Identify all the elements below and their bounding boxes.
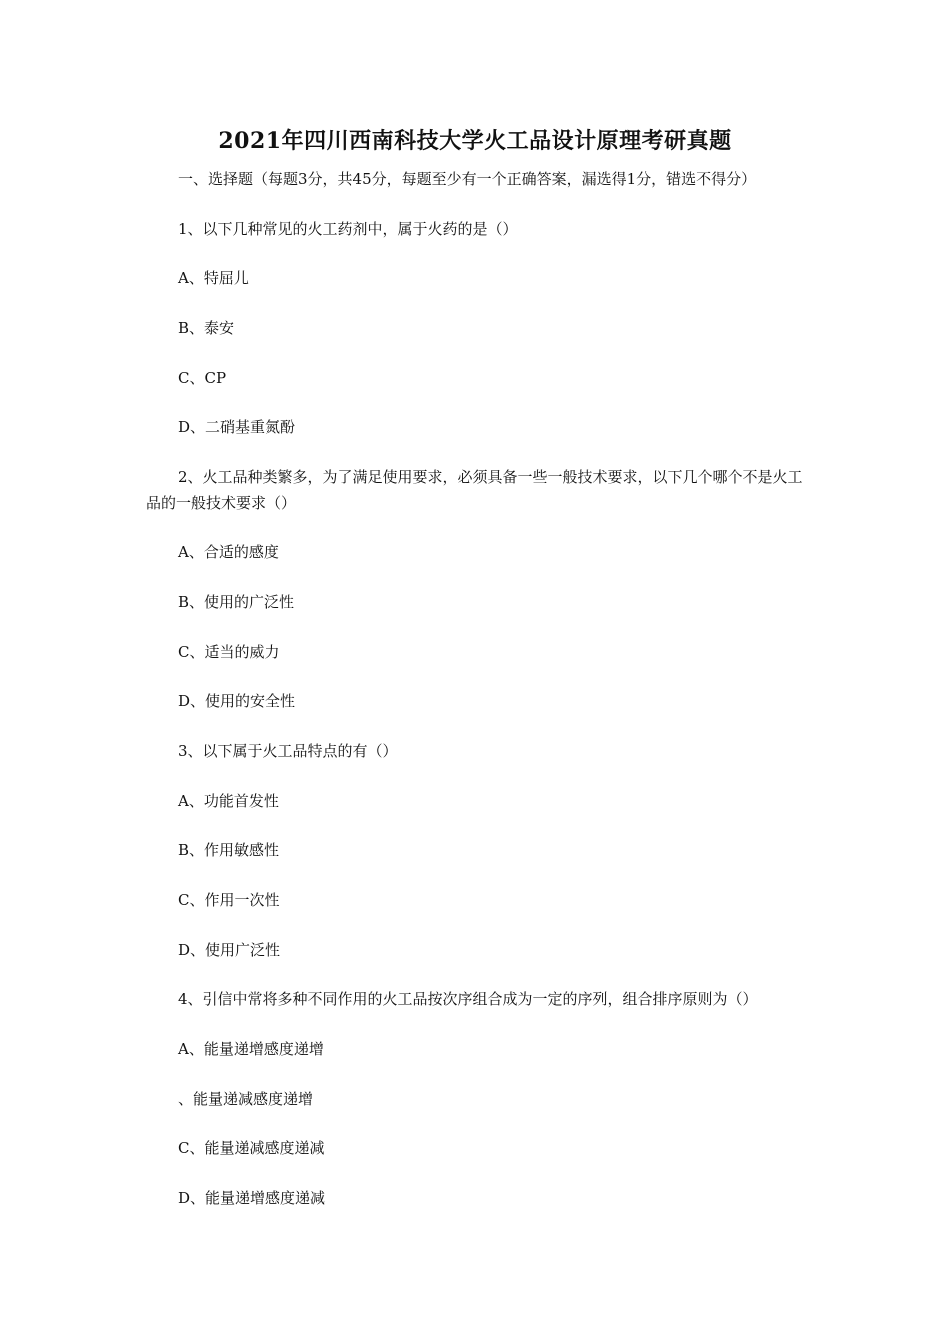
question-2-option-a: A、合适的感度 bbox=[178, 543, 279, 561]
question-4-option-b: 、能量递减感度递增 bbox=[178, 1090, 314, 1108]
question-2-option-d: D、使用的安全性 bbox=[178, 692, 296, 710]
question-2-stem: 2、火工品种类繁多，为了满足使用要求，必须具备一些一般技术要求，以下几个哪个不是火工品的一般技术要求（） bbox=[146, 468, 803, 512]
question-3-option-c: C、作用一次性 bbox=[178, 891, 280, 909]
question-3-stem: 3、以下属于火工品特点的有（） bbox=[178, 742, 398, 760]
question-4-option-c: C、能量递减感度递减 bbox=[178, 1139, 325, 1157]
question-3-option-a: A、功能首发性 bbox=[178, 792, 279, 810]
question-1-option-c: C、CP bbox=[178, 369, 227, 387]
question-2-option-c: C、适当的威力 bbox=[178, 643, 280, 661]
question-4-option-a: A、能量递增感度递增 bbox=[178, 1040, 324, 1058]
document-title: 2021年四川西南科技大学火工品设计原理考研真题 bbox=[218, 128, 732, 154]
question-1-option-b: B、泰安 bbox=[178, 319, 235, 337]
question-2-option-b: B、使用的广泛性 bbox=[178, 593, 295, 611]
question-3-option-b: B、作用敏感性 bbox=[178, 841, 280, 859]
section-header: 一、选择题（每题3分，共45分，每题至少有一个正确答案，漏选得1分，错选不得分） bbox=[178, 170, 757, 188]
question-4-option-d: D、能量递增感度递减 bbox=[178, 1189, 326, 1207]
question-1-option-a: A、特屈儿 bbox=[178, 269, 249, 287]
question-1-stem: 1、以下几种常见的火工药剂中，属于火药的是（） bbox=[178, 220, 518, 238]
question-3-option-d: D、使用广泛性 bbox=[178, 941, 281, 959]
question-4-stem: 4、引信中常将多种不同作用的火工品按次序组合成为一定的序列，组合排序原则为（） bbox=[178, 990, 758, 1008]
question-1-option-d: D、二硝基重氮酚 bbox=[178, 418, 296, 436]
